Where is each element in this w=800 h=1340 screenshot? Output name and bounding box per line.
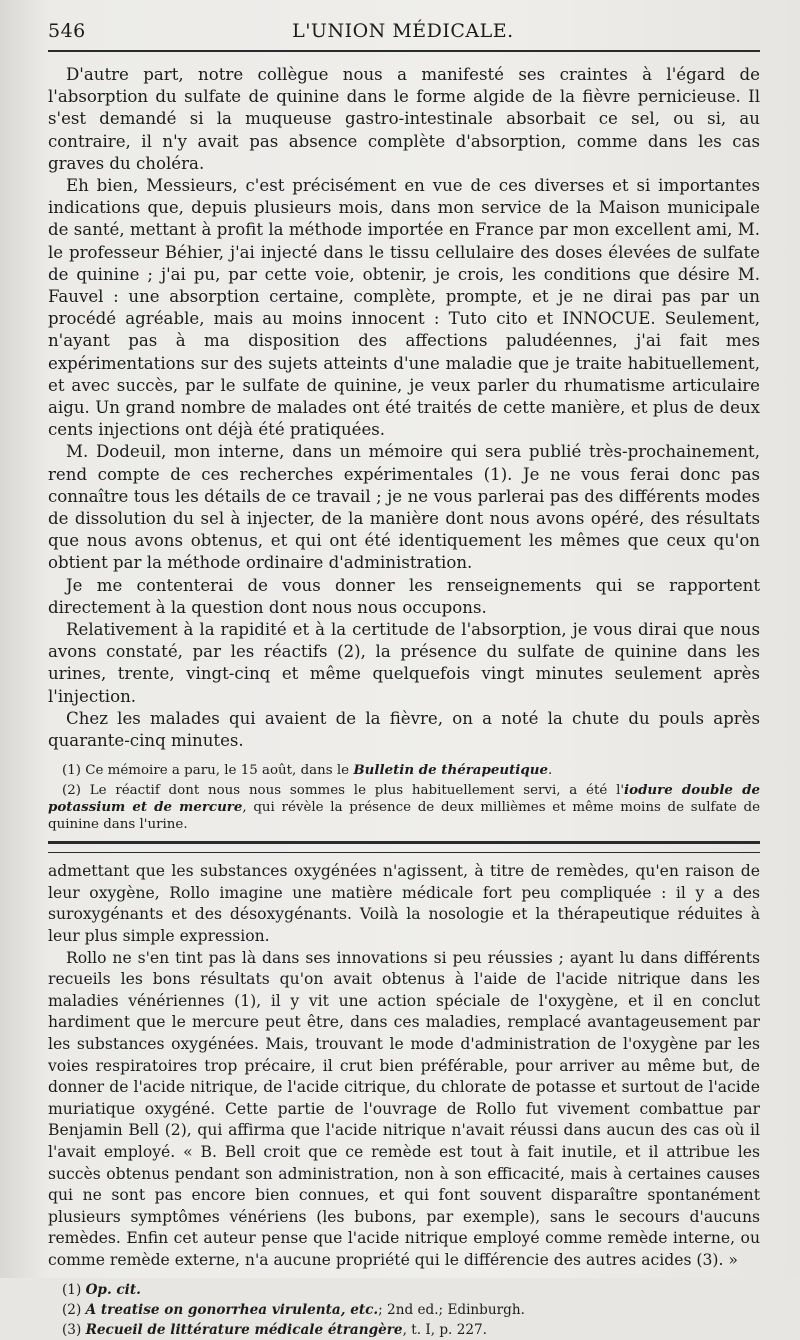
footnote-emphasis: Bulletin de thérapeutique [353, 762, 548, 779]
paragraph: Rollo ne s'en tint pas là dans ses innovations si peu réussies ; ayant lu dans différents recueils les bons résultats qu'on avait obtenus à l'aide de l'acide nitrique dans les maladies vénériennes (1), il y vit une action spéciale de l'oxygène, et il en conclut hardiment que le mercure peut être, dans ces maladies, remplacé avantageusement par les substances oxygénées. Mais, trouvant le mode d'administration de l'oxygène par les voies respiratoires trop précaire, il crut bien préférable, pour arriver au même but, de donner de l'acide nitrique, de l'acide citrique, du chlorate de potasse et surtout de l'acide muriatique oxygéné. Cette partie de l'ouvrage de Rollo fut vivement combattue par Benjamin Bell (2), qui affirma que l'acide nitrique n'avait réussi dans aucun des cas où il l'avait employé. « B. Bell croit que ce remède est tout à fait inutile, et il attribue les succès obtenus pendant son administration, non à son efficacité, mais à certaines causes qui ne sont pas encore bien connues, et qui font souvent disparaître spontanément plusieurs symptômes vénériens (les bubons, par exemple), sans le secours d'aucuns remèdes. Enfin cet auteur pense que l'acide nitrique employé comme remède interne, ou comme remède externe, n'a aucune propriété qui le différencie des autres acides (3). » [48, 948, 760, 1269]
footnote-text: ; 2nd ed.; Edinburgh. [378, 1301, 525, 1318]
paragraph: Eh bien, Messieurs, c'est précisément en vue de ces diverses et si importantes indications que, depuis plusieurs mois, dans mon service de la Maison municipale de santé, mettant à profit la méthode importée en France par mon excellent ami, M. le professeur Béhier, j'ai injecté dans le tissu cellulaire des doses élevées de sulfate de quinine ; j'ai pu, par cette voie, obtenir, je crois, les conditions que désire M. Fauvel : une absorption certaine, complète, prompte, et je ne dirai pas par un procédé agréable, mais au moins innocent : Tuto cito et INNOCUE. Seulement, n'ayant pas à ma disposition des affections paludéennes, j'ai fait mes expérimentations sur des sujets atteints d'une maladie que je traite habituellement, et avec succès, par le sulfate de quinine, je veux parler du rhumatisme articulaire aigu. Un grand nombre de malades ont été traités de cette manière, et plus de deux cents injections ont déjà été pratiquées. [48, 176, 760, 440]
footnote-text: . [548, 763, 553, 779]
paragraph: M. Dodeuil, mon interne, dans un mémoire qui sera publié très-prochainement, rend compte de ces recherches expérimentales (1). Je ne vous ferai donc pas connaître tous les détails de ce travail ; je ne vous parlerai pas des différents modes de dissolution du sel à injecter, de la manière dont nous avons opéré, des résultats que nous avons obtenus, et qui ont été identiquement les mêmes que ceux qu'on obtient par la méthode ordinaire d'administration. [48, 442, 760, 573]
footnote-text: , qui révèle la présence de deux millièmes et même moins de sulfate de quinine dans l'urine. [48, 800, 760, 833]
footnote [48, 1280, 760, 1300]
footnote-text: Ce mémoire a paru, le 15 août, dans le [85, 763, 354, 779]
section-divider [48, 841, 760, 853]
footnote [48, 1320, 760, 1340]
footnote-mark: (1) [62, 763, 81, 779]
footnote [48, 1300, 760, 1320]
footnote-text: , t. I, p. 227. [402, 1321, 487, 1338]
footnote-mark: (1) [62, 1281, 82, 1298]
footnote [48, 762, 760, 779]
footnotes-feuilleton [48, 1280, 760, 1340]
paragraph: Relativement à la rapidité et à la certitude de l'absorption, je vous dirai que nous avons constaté, par les réactifs (2), la présence du sulfate de quinine dans les urines, trente, vingt-cinq et même quelquefois vingt minutes seulement après l'injection. [48, 620, 760, 706]
footnote-emphasis: A treatise on gonorrhea virulenta, etc. [85, 1301, 379, 1318]
footnote-text: Le réactif dont nous nous sommes le plus habituellement servi, a été l' [89, 783, 625, 799]
feuilleton [48, 861, 760, 1271]
footnote-mark: (2) [62, 1301, 82, 1318]
footnote [48, 782, 760, 833]
article-main [48, 64, 760, 752]
running-header [48, 20, 760, 52]
footnote-mark: (2) [62, 783, 81, 799]
paragraph: admettant que les substances oxygénées n'agissent, à titre de remèdes, qu'en raison de leur oxygène, Rollo imagine une matière médicale fort peu compliquée : il y a des suroxygénants et des désoxygénants. Voilà la nosologie et la thérapeutique réduites à leur plus simple expression. [48, 862, 760, 946]
footnotes-main [48, 762, 760, 833]
paragraph: Je me contenterai de vous donner les renseignements qui se rapportent directement à la question dont nous nous occupons. [48, 575, 760, 617]
footnote-emphasis: Op. cit. [85, 1281, 141, 1298]
journal-title: L'UNION MÉDICALE. [292, 20, 514, 42]
footnote-mark: (3) [62, 1321, 82, 1338]
footnote-emphasis: iodure double de potassium et de mercure [48, 782, 760, 816]
footnote-emphasis: Recueil de littérature médicale étrangère [85, 1321, 403, 1338]
paragraph: D'autre part, notre collègue nous a manifesté ses craintes à l'égard de l'absorption du sulfate de quinine dans le forme algide de la fièvre pernicieuse. Il s'est demandé si la muqueuse gastro-intestinale absorbait ce sel, ou si, au contraire, il n'y avait pas absence complète d'absorption, comme dans les cas graves du choléra. [48, 65, 760, 173]
page-number: 546 [48, 20, 86, 42]
paragraph: Chez les malades qui avaient de la fièvre, on a noté la chute du pouls après quarante-cinq minutes. [48, 708, 760, 751]
